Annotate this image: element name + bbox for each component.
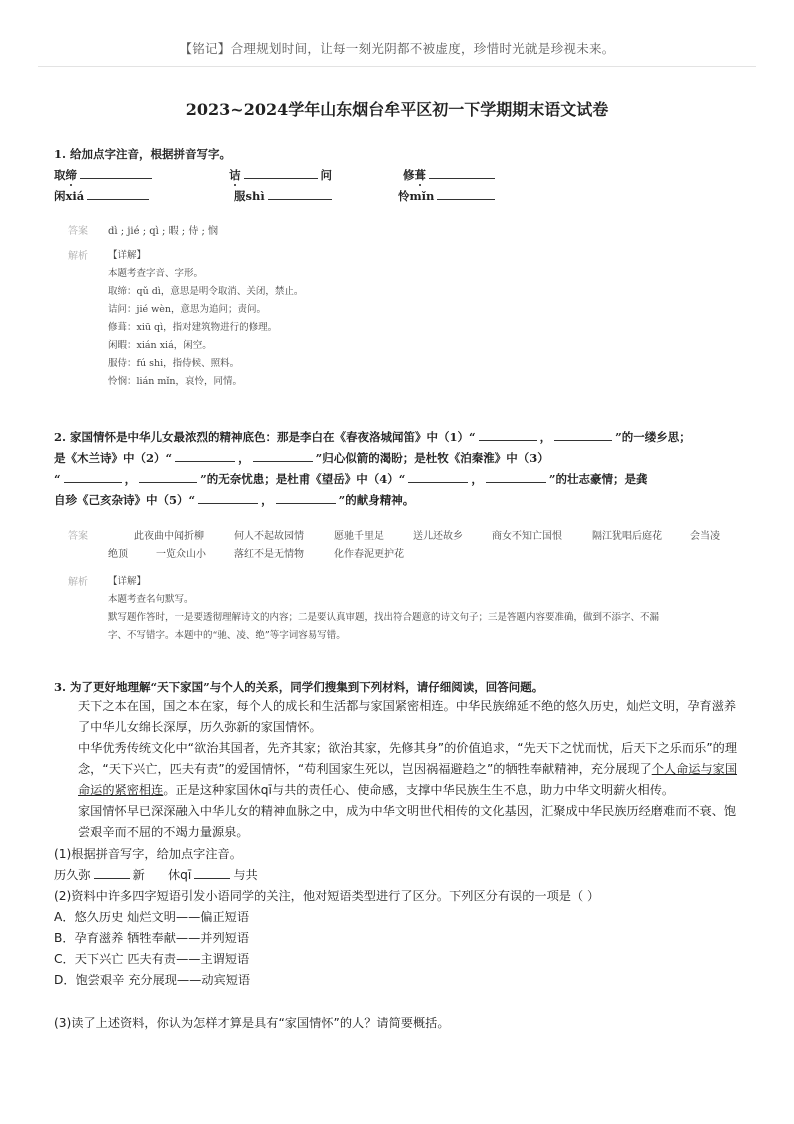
q2-answer-tag: 答案	[68, 531, 88, 542]
q3-passage-3: 家国情怀早已深深融入中华儿女的精神血脉之中，成为中华文明世代相传的文化基因，汇聚成中华民族历经磨难而不衰、饱尝艰辛而不屈的不竭力量源泉。	[78, 804, 737, 839]
q2-answer: 此夜曲中闻折柳	[134, 531, 204, 542]
motto-banner: 【铭记】合理规划时间，让每一刻光阴都不被虚度，珍惜时光就是珍视未来。	[179, 41, 615, 56]
q3-option-d[interactable]: D．饱尝艰辛 充分展现——动宾短语	[54, 973, 251, 987]
q1-analysis-line: 服侍：fú shi，指侍候、照料。	[108, 358, 240, 369]
q1-analysis-line: 取缔：qǔ dì，意思是明令取消、关闭，禁止。	[108, 286, 304, 297]
q2-answer: 商女不知亡国恨	[492, 531, 562, 542]
q1-item-4	[54, 187, 152, 204]
q3-option-a[interactable]: A．悠久历史 灿烂文明——偏正短语	[54, 910, 250, 924]
q1-blank-4[interactable]	[87, 187, 149, 200]
q1-analysis-line: 怜悯：lián mǐn，哀怜，同情。	[108, 376, 243, 387]
q2-answer: 愿驰千里足	[334, 531, 384, 542]
q3-blank-2[interactable]	[194, 866, 230, 879]
q2-answer: 化作春泥更护花	[334, 549, 404, 560]
q2-answer: 送儿还故乡	[413, 531, 463, 542]
q2-answer: 一览众山小	[156, 549, 206, 560]
q2-blank-8[interactable]	[486, 470, 546, 483]
q1-item-4-label: 闲xiá	[54, 189, 85, 203]
q3-sub1: (1)根据拼音写字，给加点字注音。	[54, 847, 242, 861]
q1-item-3-label: 修葺	[403, 168, 426, 182]
q2-answer: 会当凌	[690, 531, 720, 542]
q1-blank-5[interactable]	[268, 187, 332, 200]
q3-sub1-blanks: 历久弥 新 休qī 与共	[54, 868, 258, 882]
q1-analysis-line: 诘问：jié wèn，意思为追问；责问。	[108, 304, 266, 315]
q1-analysis-line: 修葺：xiū qì，指对建筑物进行的修理。	[108, 322, 278, 333]
q2-blank-5[interactable]	[64, 470, 122, 483]
q2-line-2: 是《木兰诗》中（2）“ ， ”归心似箭的渴盼；是杜牧《泊秦淮》中（3）	[54, 451, 549, 465]
q2-line-3: “ ， ”的无奈忧患；是杜甫《望岳》中（4）“ ， ”的壮志豪情；是龚	[54, 472, 648, 486]
q2-blank-10[interactable]	[276, 491, 336, 504]
q3-blank-1[interactable]	[94, 866, 130, 879]
q2-blank-7[interactable]	[408, 470, 468, 483]
q2-line-4: 自珍《己亥杂诗》中（5）“ ， ”的献身精神。	[54, 493, 415, 507]
q1-blank-1[interactable]	[80, 166, 152, 179]
q3-passage-1: 天下之本在国，国之本在家，每个人的成长和生活都与家国紧密相连。中华民族绵延不绝的悠久历史，灿烂文明，孕育滋养了中华儿女绵长深厚，历久弥新的家国情怀。	[78, 699, 737, 734]
q2-blank-6[interactable]	[139, 470, 197, 483]
q1-prompt: 1. 给加点字注音，根据拼音写字。	[54, 147, 232, 161]
q3-prompt: 3. 为了更好地理解“天下家国”与个人的关系，同学们搜集到下列材料，请仔细阅读，回答问题。	[54, 680, 544, 694]
q2-blank-3[interactable]	[175, 449, 235, 462]
q1-item-1-label: 取缔	[54, 168, 77, 182]
q3-sub2: (2)资料中许多四字短语引发小语同学的关注，他对短语类型进行了区分。下列区分有误的一项是（ ）	[54, 889, 600, 903]
q3-option-b[interactable]: B．孕育滋养 牺牲奉献——并列短语	[54, 931, 250, 945]
q2-analysis-line: 本题考查名句默写。	[108, 594, 194, 605]
q1-item-5	[234, 187, 335, 204]
q2-answer: 落红不是无情物	[234, 549, 304, 560]
q3-option-c[interactable]: C．天下兴亡 匹夫有责——主谓短语	[54, 952, 250, 966]
q2-blank-1[interactable]	[479, 428, 537, 441]
q1-analysis-line: 闲暇：xián xiá，闲空。	[108, 340, 212, 351]
q2-answer: 何人不起故园情	[234, 531, 304, 542]
q2-blank-2[interactable]	[554, 428, 612, 441]
q1-item-2: 诘 问	[229, 168, 332, 182]
q1-item-6	[398, 187, 498, 204]
header-divider	[38, 66, 756, 67]
q2-blank-9[interactable]	[198, 491, 258, 504]
q2-blank-4[interactable]	[253, 449, 313, 462]
q2-answer: 隔江犹唱后庭花	[592, 531, 662, 542]
q1-item-6-label: 怜mǐn	[398, 189, 435, 203]
q1-item-3	[403, 166, 498, 183]
q1-blank-2[interactable]	[244, 166, 318, 179]
q1-analysis-line: 【详解】	[108, 250, 147, 261]
q1-analysis-tag: 解析	[68, 251, 88, 262]
underlined-phrase: 个人命运与家国命运的紧密相连	[78, 762, 738, 797]
q1-item-1	[54, 166, 155, 183]
q1-analysis-line: 本题考查字音、字形。	[108, 268, 204, 279]
q1-answer: dì ; jié ; qì ; 暇 ; 侍 ; 悯	[108, 226, 219, 237]
q2-analysis-tag: 解析	[68, 577, 88, 588]
q2-analysis-line: 字、不写错字。本题中的“驰、凌、绝”等字词容易写错。	[108, 630, 346, 641]
page-title: 2023~2024学年山东烟台牟平区初一下学期期末语文试卷	[185, 100, 609, 119]
q1-blank-3[interactable]	[429, 166, 495, 179]
q3-sub3: (3)读了上述资料，你认为怎样才算是具有“家国情怀”的人？请简要概括。	[54, 1016, 450, 1030]
q2-analysis-line: 默写题作答时，一是要透彻理解诗文的内容；二是要认真审题，找出符合题意的诗文句子；三是答题内容要准确，做到不添字、不漏	[108, 612, 660, 623]
q2-line-1: 2. 家国情怀是中华儿女最浓烈的精神底色：那是李白在《春夜洛城闻笛》中（1）“ ， ”的一缕乡思；	[54, 430, 691, 444]
q1-answer-tag: 答案	[68, 226, 88, 237]
q2-analysis-line: 【详解】	[108, 576, 147, 587]
q1-item-2-label: 诘	[229, 168, 241, 182]
q3-passage-2: 中华优秀传统文化中“欲治其国者，先齐其家；欲治其家，先修其身”的价值追求，“先天下之忧而忧，后天下之乐而乐”的理念，“天下兴亡，匹夫有责”的爱国情怀，“苟利国家生死以，岂因祸福避趋之”的牺牲奉献精神，充分展现了个人命运与家国命运的紧密相连。正是这种家国休qī与共的责任心、使命感，支撑中华民族生生不息，助力中华文明薪火相传。	[78, 741, 738, 797]
q1-blank-6[interactable]	[437, 187, 495, 200]
q1-item-5-label: 服shì	[234, 189, 265, 203]
q2-answer: 绝顶	[108, 549, 128, 560]
